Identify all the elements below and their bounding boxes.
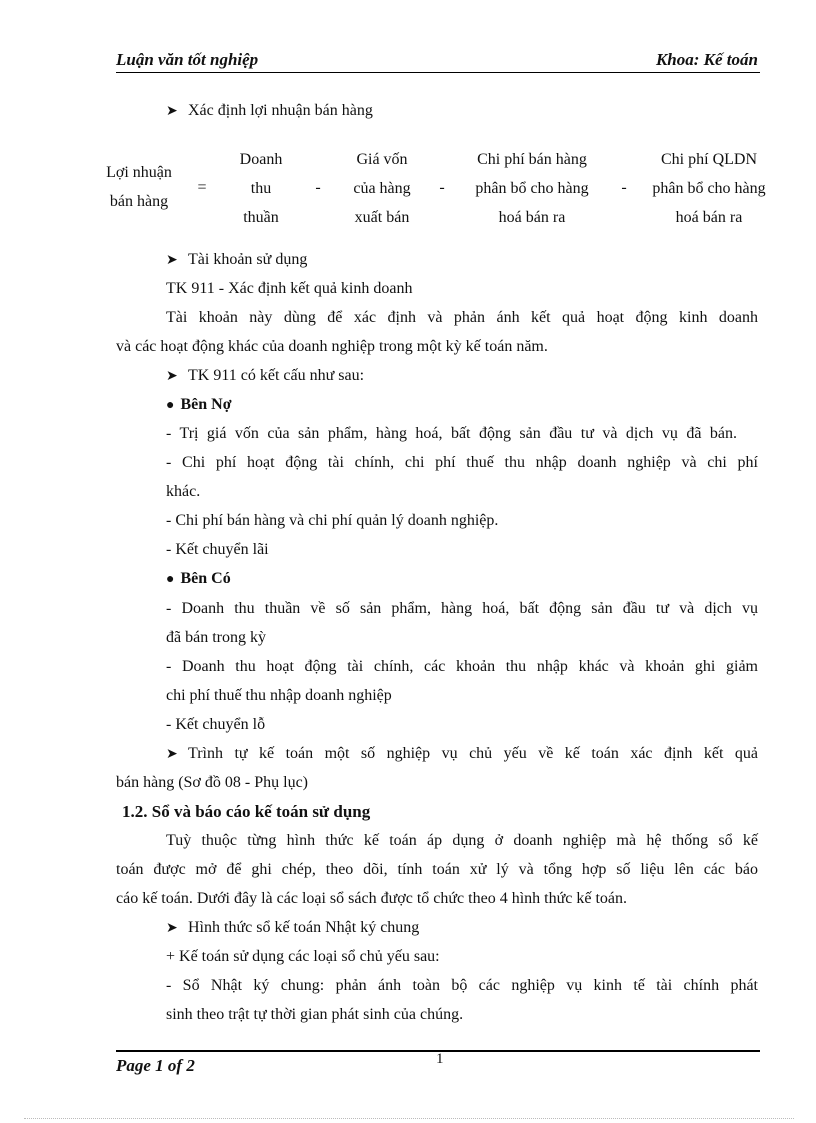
journal-line: sinh theo trật tự thời gian phát sinh của chúng. (166, 1006, 464, 1023)
formula-minus: - (439, 179, 445, 196)
form-sub: + Kế toán sử dụng các loại sổ chủ yếu sau: (166, 948, 440, 965)
page-number: 1 (436, 1051, 444, 1067)
formula-term-revenue: Doanh thu thuần (239, 151, 283, 226)
section-para-line: toán được mở để ghi chép, theo dõi, tính toán xử lý và tổng hợp số liệu lên các báo (116, 861, 758, 878)
arrow-bullet-icon: ➤ (166, 369, 178, 384)
structure-heading: ➤ TK 911 có kết cấu như sau: (166, 366, 364, 387)
formula-minus: - (315, 179, 321, 196)
arrow-bullet-icon: ➤ (166, 921, 178, 936)
section-para-line: cáo kế toán. Dưới đây là các loại sổ sách được tổ chức theo 4 hình thức kế toán. (116, 890, 627, 907)
credit-item: - Kết chuyển lỗ (166, 716, 266, 733)
header-divider (116, 72, 760, 73)
debit-title: ● Bên Nợ (166, 396, 232, 413)
debit-item: - Kết chuyển lãi (166, 541, 269, 558)
intro-heading: ➤ Xác định lợi nhuận bán hàng (166, 101, 373, 122)
form-heading: ➤ Hình thức sổ kế toán Nhật ký chung (166, 918, 419, 939)
dot-bullet-icon: ● (166, 572, 175, 587)
header-thesis-title: Luận văn tốt nghiệp (116, 50, 259, 69)
account-heading: ➤ Tài khoản sử dụng (166, 250, 307, 271)
formula-term-admin-cost: Chi phí QLDN phân bổ cho hàng hoá bán ra (652, 151, 766, 226)
credit-item: - Doanh thu hoạt động tài chính, các khoản thu nhập khác và khoản ghi giảm (166, 658, 758, 675)
credit-title: ● Bên Có (166, 570, 231, 587)
credit-item: - Doanh thu thuần về số sản phẩm, hàng hoá, bất động sản đầu tư và dịch vụ (166, 600, 758, 617)
section-heading: 1.2. Sổ và báo cáo kế toán sử dụng (122, 802, 371, 821)
account-para-line: Tài khoản này dùng để xác định và phản ánh kết quả hoạt động kinh doanh (166, 309, 758, 326)
credit-item: đã bán trong kỳ (166, 629, 266, 646)
sequence-line: ➤ Trình tự kế toán một số nghiệp vụ chủ yếu về kế toán xác định kết quả (166, 744, 758, 765)
section-para-line: Tuỳ thuộc từng hình thức kế toán áp dụng ở doanh nghiệp mà hệ thống sổ kế (166, 832, 758, 849)
debit-item: - Chi phí bán hàng và chi phí quản lý doanh nghiệp. (166, 512, 499, 529)
sequence-line: bán hàng (Sơ đồ 08 - Phụ lục) (116, 774, 308, 791)
journal-line: - Sổ Nhật ký chung: phản ánh toàn bộ các nghiệp vụ kinh tế tài chính phát (166, 977, 758, 994)
debit-item: khác. (166, 483, 201, 500)
page-edge-dots (24, 1118, 794, 1119)
profit-formula (96, 145, 786, 230)
footer-page-label: Page 1 of 2 (116, 1056, 195, 1075)
arrow-bullet-icon: ➤ (166, 253, 178, 268)
dot-bullet-icon: ● (166, 398, 175, 413)
arrow-bullet-icon: ➤ (166, 747, 178, 762)
formula-equals: = (197, 179, 207, 196)
debit-item: - Chi phí hoạt động tài chính, chi phí thuế thu nhập doanh nghiệp và chi phí (166, 454, 758, 471)
formula-minus: - (621, 179, 627, 196)
formula-term-selling-cost: Chi phí bán hàng phân bổ cho hàng hoá bán ra (475, 151, 589, 226)
account-para-line: và các hoạt động khác của doanh nghiệp trong một kỳ kế toán năm. (116, 338, 548, 355)
credit-item: chi phí thuế thu nhập doanh nghiệp (166, 687, 392, 704)
formula-term-cogs: Giá vốn của hàng xuất bán (353, 151, 411, 226)
debit-item: - Trị giá vốn của sản phẩm, hàng hoá, bất động sản đầu tư và dịch vụ đã bán. (166, 425, 737, 442)
header-faculty: Khoa: Kế toán (655, 50, 758, 69)
account-title: TK 911 - Xác định kết quả kinh doanh (166, 280, 413, 297)
formula-result: Lợi nhuận bán hàng (106, 164, 172, 210)
arrow-bullet-icon: ➤ (166, 104, 178, 119)
